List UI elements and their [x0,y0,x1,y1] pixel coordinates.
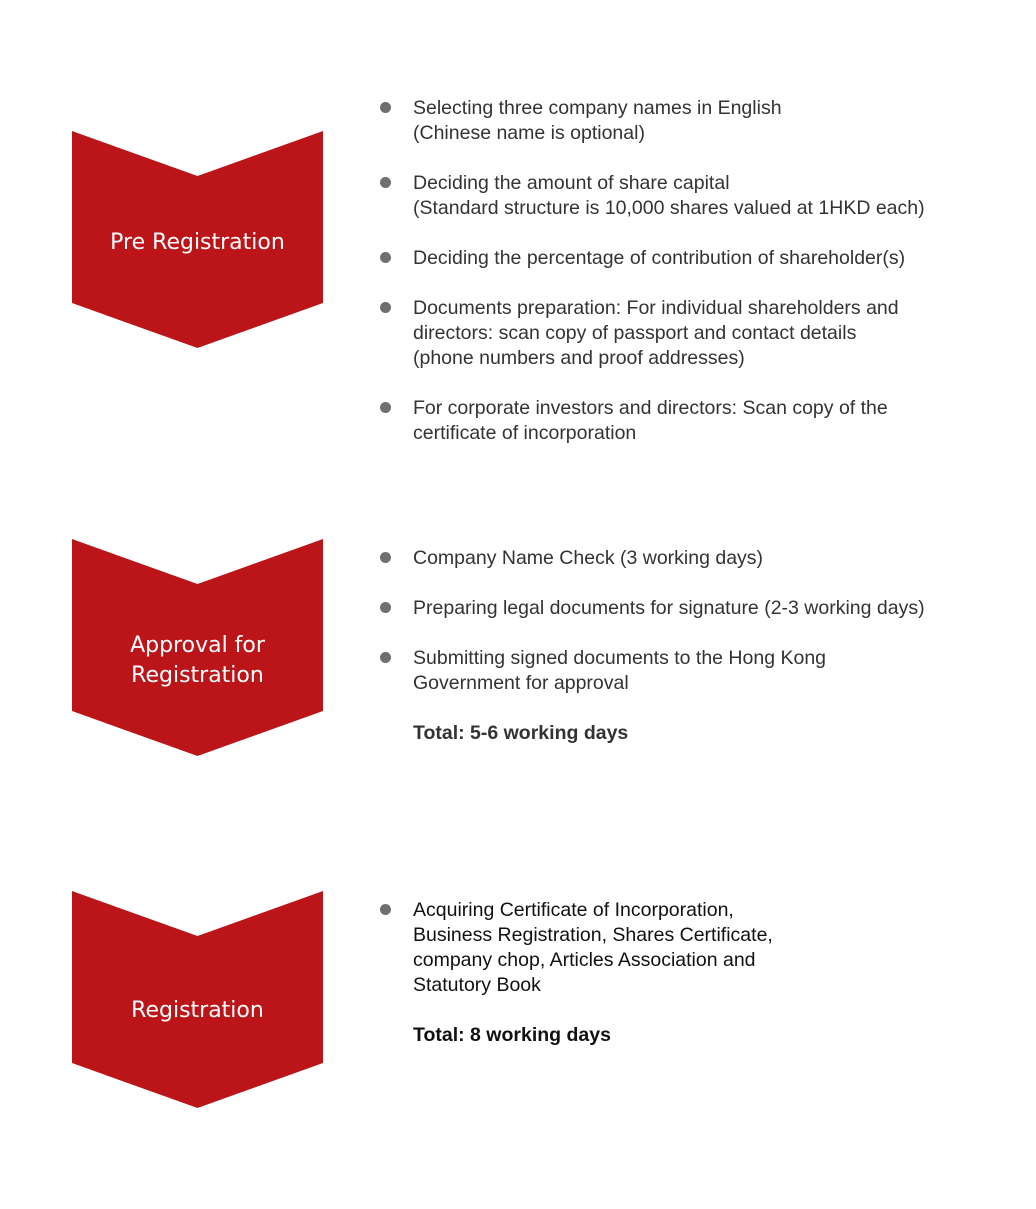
list-item [380,246,925,271]
list-item-text: Deciding the percentage of contribution of shareholder(s) [413,247,906,269]
bullet-icon [380,302,391,313]
list-item [380,171,925,221]
list-item-text: Deciding the amount of share capital (Standard structure is 10,000 shares valued at 1HKD each) [413,172,925,219]
list-item [380,296,925,371]
list-item-text: Documents preparation: For individual shareholders and directors: scan copy of passport and contact details (phone numbers and proof addresses) [413,297,899,369]
bullet-icon [380,904,391,915]
bullet-icon [380,252,391,263]
list-item-text: For corporate investors and directors: Scan copy of the certificate of incorporation [413,397,888,444]
total-duration: Total: 5-6 working days [413,722,629,744]
step-details-list [380,546,925,696]
list-item [380,596,925,621]
list-item-text: Submitting signed documents to the Hong Kong Government for approval [413,647,827,694]
bullet-icon [380,602,391,613]
list-item-text: Acquiring Certificate of Incorporation, Business Registration, Shares Certificate, company chop, Articles Association and Statutory Book [413,899,773,996]
total-duration: Total: 8 working days [413,1024,611,1046]
list-item [380,546,925,571]
bullet-icon [380,652,391,663]
step-title: Approval for Registration [130,633,265,688]
list-item [380,646,925,696]
bullet-icon [380,402,391,413]
list-item-text: Preparing legal documents for signature (2-3 working days) [413,597,925,619]
list-item [380,898,773,998]
list-item [380,396,925,446]
bullet-icon [380,102,391,113]
step-details-list [380,898,773,998]
list-item [380,96,925,146]
bullet-icon [380,177,391,188]
chevron-arrow [72,131,323,348]
step-title: Registration [131,998,264,1023]
list-item-text: Selecting three company names in English (Chinese name is optional) [413,97,782,144]
chevron-arrow [72,539,323,756]
step-details-list [380,96,925,446]
bullet-icon [380,552,391,563]
step-title: Pre Registration [110,230,285,255]
chevron-arrow [72,891,323,1108]
list-item-text: Company Name Check (3 working days) [413,547,764,569]
